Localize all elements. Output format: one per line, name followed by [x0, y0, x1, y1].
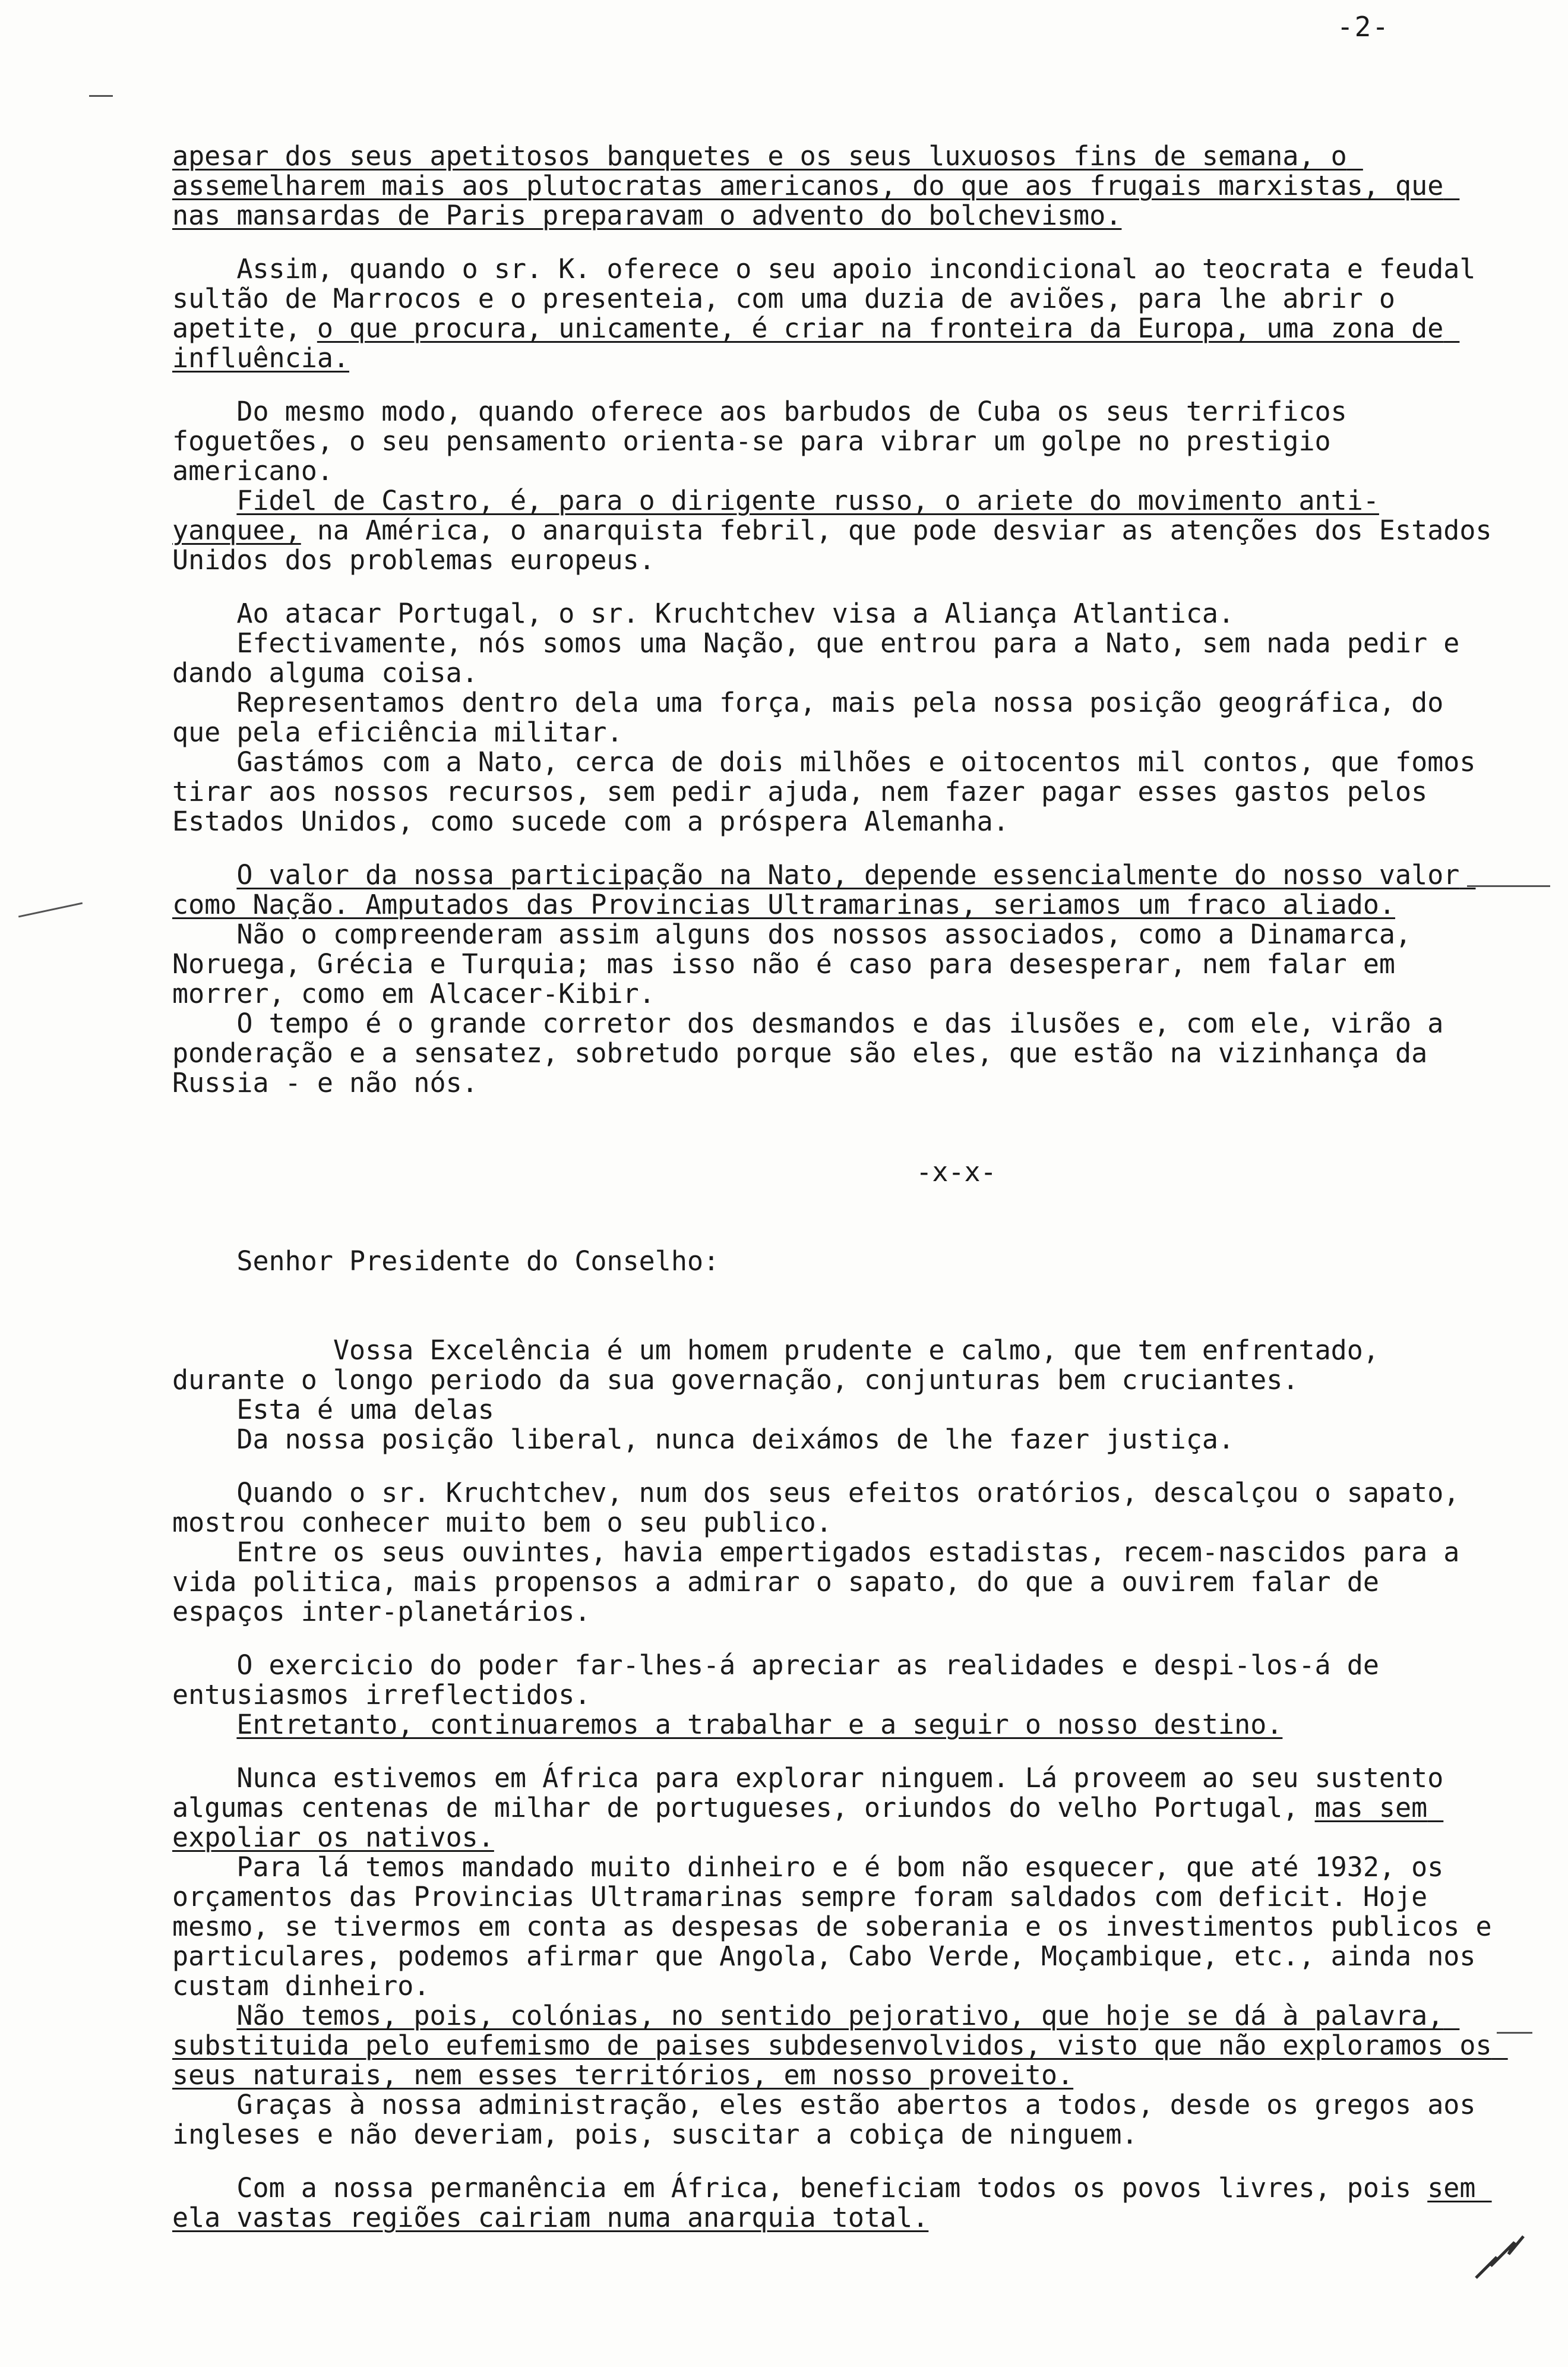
text-run: O exercicio do poder far-lhes-á apreciar as realidades e despi-los-á de entusiasmos irreflectidos.: [172, 1649, 1396, 1710]
paragraph: [172, 1336, 1503, 1454]
text-run: Para lá temos mandado muito dinheiro e é bom não esquecer, que até 1932, os orçamentos das Provincias Ultramarinas sempre foram saldados com deficit. Hoje mesmo, se tivermos em conta as despesas de soberania e os investimentos publicos e particulares, podemos afirmar que Angola, Cabo Verde, Moçambique, etc., ainda nos custam dinheiro.: [172, 1851, 1492, 2002]
underlined-text: apesar dos seus apetitosos banquetes e os seus luxuosos fins de semana, o assemelharem mais aos plutocratas americanos, do que aos frugais marxistas, que nas mansardas de Paris preparavam o advento do bolchevismo.: [172, 140, 1460, 231]
underlined-text: sem ela vastas regiões cairiam numa anarquia total.: [172, 2172, 1492, 2233]
text-run: Não o compreenderam assim alguns dos nossos associados, como a Dinamarca, Noruega, Grécia e Turquia; mas isso não é caso para desesperar, nem falar em morrer, como em Alcacer-Kibir.: [172, 919, 1412, 1009]
document-body: [172, 82, 1508, 2316]
paragraph: [172, 141, 1503, 231]
underlined-text: O valor da nossa participação na Nato, depende essencialmente do nosso valor como Nação. Amputados das Provincias Ultramarinas, seriamos um fraco aliado.: [172, 859, 1476, 920]
paragraph: [172, 1762, 1508, 2150]
text-run: Com a nossa permanência em África, beneficiam todos os povos livres, pois: [172, 2172, 1428, 2204]
paragraph: [172, 254, 1503, 373]
paragraph: [172, 1009, 1503, 1098]
text-run: [172, 859, 236, 891]
text-run: Vossa Excelência é um homem prudente e calmo, que tem enfrentado, durante o longo periodo da sua governação, conjunturas bem cruciantes. Esta é uma delas Da nossa posição liberal, nunca deixámos de lhe fazer justiça.: [172, 1334, 1379, 1455]
underlined-text: Entretanto, continuaremos a trabalhar e a seguir o nosso destino.: [236, 1709, 1283, 1740]
underlined-text: Não temos, pois, colónias, no sentido pejorativo, que hoje se dá à palavra, substituida pelo eufemismo de paises subdesenvolvidos, visto que não exploramos os seus naturais, nem esses territórios, em nosso proveito.: [172, 2000, 1508, 2091]
margin-dash: [18, 902, 83, 918]
salutation: Senhor Presidente do Conselho:: [172, 1245, 720, 1277]
text-run: Quando o sr. Kruchtchev, num dos seus efeitos oratórios, descalçou o sapato, mostrou conhecer muito bem o seu publico. Entre os seus ouvintes, havia empertigados estadistas, recem-nascidos para a vida politica, mais propensos a admirar o sapato, do que a ouvirem falar de espaços inter-planetários.: [172, 1477, 1460, 1627]
page-number: -2-: [1336, 11, 1390, 43]
underlined-text: o que procura, unicamente, é criar na fronteira da Europa, uma zona de influência.: [172, 313, 1460, 374]
paragraph: [172, 396, 1508, 576]
text-block-2: [172, 1334, 1508, 2233]
text-run: [172, 1709, 236, 1740]
text-block-1: [172, 140, 1508, 1099]
text-run: Graças à nossa administração, eles estão abertos a todos, desde os gregos aos ingleses e não deveriam, pois, suscitar a cobiça de ninguem.: [172, 2089, 1476, 2150]
underlined-text: mas sem expoliar os nativos.: [172, 1792, 1444, 1853]
paragraph: [172, 860, 1503, 1009]
paragraph: [172, 599, 1503, 837]
text-run: Assim, quando o sr. K. oferece o seu apoio incondicional ao teocrata e feudal sultão de Marrocos e o presenteia, com uma duzia de aviões, para lhe abrir o apetite,: [172, 253, 1492, 344]
section-separator: -x-x-: [916, 1156, 997, 1188]
text-run: O tempo é o grande corretor dos desmandos e das ilusões e, com ele, virão a ponderação e a sensatez, sobretudo porque são eles, que estão na vizinhança da Russia - e não nós.: [172, 1008, 1460, 1099]
margin-dash: [89, 95, 113, 97]
paragraph: [172, 1710, 1503, 1740]
text-run: Nunca estivemos em África para explorar ninguem. Lá proveem ao seu sustento algumas centenas de milhar de portugueses, oriundos do velho Portugal,: [172, 1762, 1460, 1823]
paragraph: [172, 2173, 1503, 2233]
paragraph: [172, 1650, 1503, 1710]
paragraph: [172, 1478, 1503, 1627]
underlined-text: Fidel de Castro, é, para o dirigente russo, o ariete do movimento anti-yanquee,: [172, 485, 1379, 546]
text-run: Ao atacar Portugal, o sr. Kruchtchev visa a Aliança Atlantica. Efectivamente, nós somos uma Nação, que entrou para a Nato, sem nada pedir e dando alguma coisa. Representamos dentro dela uma força, mais pela nossa posição geográfica, do que pela eficiência militar. Gastámos com a Nato, cerca de dois milhões e oitocentos mil contos, que fomos tirar aos nossos recursos, sem pedir ajuda, nem fazer pagar esses gastos pelos Estados Unidos, como sucede com a próspera Alemanha.: [172, 598, 1476, 837]
text-run: Do mesmo modo, quando oferece aos barbudos de Cuba os seus terrificos foguetões, o seu pensamento orienta-se para vibrar um golpe no prestigio americano.: [172, 396, 1347, 487]
text-run: na América, o anarquista febril, que pode desviar as atenções dos Estados Unidos dos problemas europeus.: [172, 515, 1508, 576]
